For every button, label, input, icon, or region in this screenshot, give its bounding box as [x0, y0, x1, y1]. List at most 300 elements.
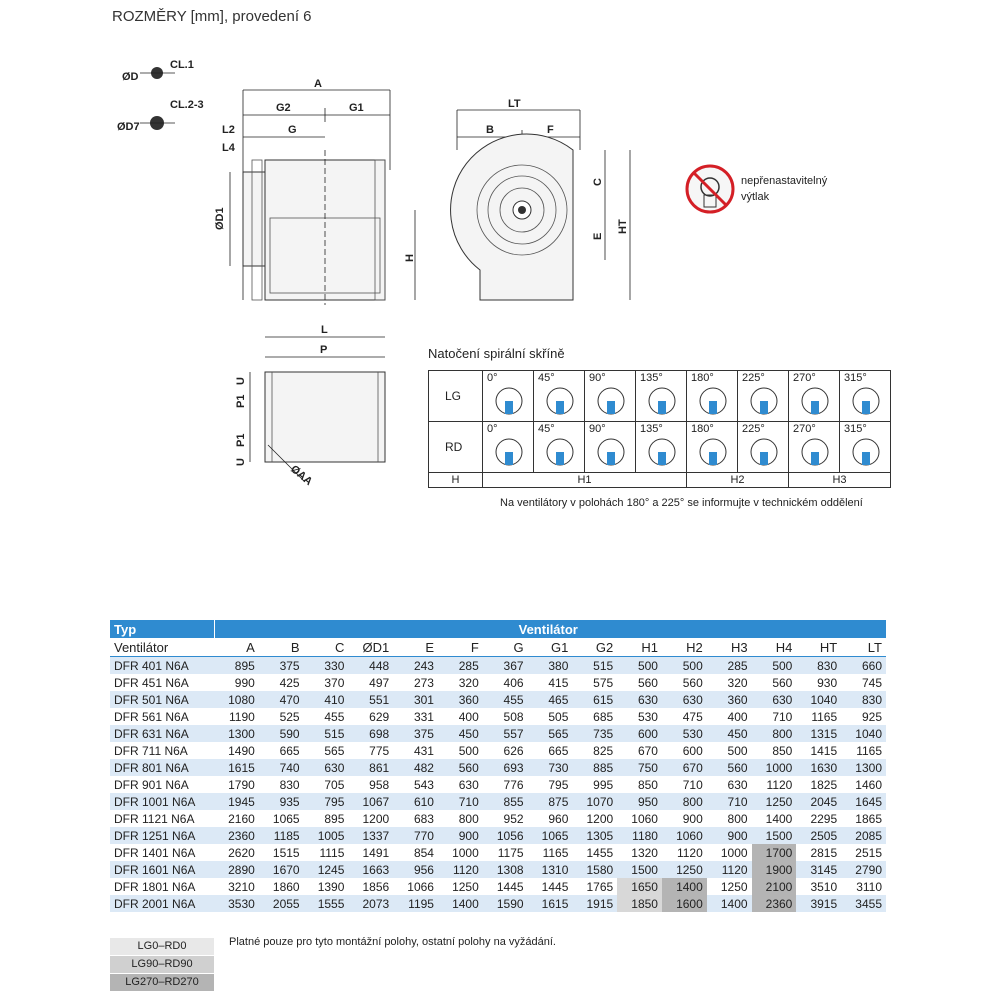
column-header-name: Ventilátor: [110, 638, 214, 657]
cell-value: 615: [572, 691, 617, 708]
fan-position-icon: [848, 432, 884, 468]
fan-position-icon: [848, 381, 884, 417]
label-h: H: [404, 254, 416, 262]
fan-position-icon: [695, 432, 731, 468]
cell-value: 730: [528, 759, 573, 776]
angle-label: 45°: [538, 372, 555, 384]
cell-value: 1065: [528, 827, 573, 844]
cell-value: 1790: [214, 776, 259, 793]
cell-value: 660: [841, 657, 886, 675]
column-header: G: [483, 638, 528, 657]
cell-value: 1915: [572, 895, 617, 912]
label-l: L: [321, 324, 328, 336]
rot-lg-180: [687, 371, 738, 422]
cell-value: 2073: [348, 895, 393, 912]
cell-value: 1310: [528, 861, 573, 878]
legend: [110, 938, 214, 992]
cell-value: 2890: [214, 861, 259, 878]
cell-value: 930: [796, 674, 841, 691]
cell-value: 900: [438, 827, 483, 844]
cell-value: 1650: [617, 878, 662, 895]
cell-value: 1120: [438, 861, 483, 878]
cell-value: 1700: [752, 844, 797, 861]
rot-lg-225: [738, 371, 789, 422]
cell-value: 710: [707, 793, 752, 810]
fan-position-icon: [746, 432, 782, 468]
cell-value: 560: [617, 674, 662, 691]
cell-value: 630: [438, 776, 483, 793]
cell-value: 1490: [214, 742, 259, 759]
label-d1: ØD1: [214, 207, 226, 230]
rot-lg-0: [483, 371, 534, 422]
cell-value: 320: [438, 674, 483, 691]
table-row: [110, 793, 886, 810]
cell-value: 1065: [259, 810, 304, 827]
cell-value: 530: [617, 708, 662, 725]
label-ht: HT: [617, 219, 629, 234]
cell-value: 331: [393, 708, 438, 725]
angle-label: 135°: [640, 423, 663, 435]
cell-value: 557: [483, 725, 528, 742]
cell-value: 956: [393, 861, 438, 878]
cell-value: 1308: [483, 861, 528, 878]
cell-value: 925: [841, 708, 886, 725]
label-d7: ØD7: [117, 121, 140, 133]
table-row: [110, 861, 886, 878]
cell-value: 735: [572, 725, 617, 742]
cell-value: 380: [528, 657, 573, 675]
cell-value: 500: [752, 657, 797, 675]
cell-value: 1165: [841, 742, 886, 759]
cell-value: 861: [348, 759, 393, 776]
column-header: G2: [572, 638, 617, 657]
angle-label: 180°: [691, 372, 714, 384]
label-u-top: U: [235, 377, 247, 385]
cell-value: 1491: [348, 844, 393, 861]
cell-value: 1390: [304, 878, 349, 895]
cell-type: DFR 801 N6A: [110, 759, 214, 776]
column-header: C: [304, 638, 349, 657]
cell-value: 2160: [214, 810, 259, 827]
dimension-table: [110, 620, 886, 912]
cell-value: 330: [304, 657, 349, 675]
cell-value: 685: [572, 708, 617, 725]
cell-value: 1600: [662, 895, 707, 912]
cell-value: 1765: [572, 878, 617, 895]
cell-value: 1555: [304, 895, 349, 912]
cell-value: 1615: [528, 895, 573, 912]
cell-value: 1165: [528, 844, 573, 861]
cell-value: 900: [662, 810, 707, 827]
cell-value: 1000: [438, 844, 483, 861]
cell-value: 590: [259, 725, 304, 742]
cell-value: 1515: [259, 844, 304, 861]
rotation-group-h1: H1: [483, 473, 687, 488]
angle-label: 225°: [742, 372, 765, 384]
rot-rd-270: [789, 422, 840, 473]
cell-value: 629: [348, 708, 393, 725]
column-header: H2: [662, 638, 707, 657]
cell-value: 1250: [438, 878, 483, 895]
cell-value: 560: [438, 759, 483, 776]
rotation-h-label: H: [429, 473, 483, 488]
cell-value: 2085: [841, 827, 886, 844]
cell-value: 776: [483, 776, 528, 793]
cell-value: 2620: [214, 844, 259, 861]
table-row: [110, 776, 886, 793]
cell-value: 475: [662, 708, 707, 725]
cell-value: 1320: [617, 844, 662, 861]
cell-value: 406: [483, 674, 528, 691]
table-row: [110, 759, 886, 776]
cell-value: 551: [348, 691, 393, 708]
label-p1-bottom: P1: [235, 433, 247, 447]
label-g2: G2: [276, 102, 291, 114]
cell-value: 630: [707, 776, 752, 793]
legend-item-lg90: LG90–RD90: [110, 956, 214, 974]
cell-value: 950: [617, 793, 662, 810]
cell-type: DFR 401 N6A: [110, 657, 214, 675]
cell-value: 1200: [572, 810, 617, 827]
cell-value: 1663: [348, 861, 393, 878]
cl1-symbol: [122, 59, 194, 83]
cell-value: 1000: [707, 844, 752, 861]
rd-text: RD: [445, 440, 463, 454]
cell-value: 560: [662, 674, 707, 691]
header-type: Typ: [110, 620, 214, 638]
no-adjust-icon: [687, 166, 733, 212]
cell-value: 1645: [841, 793, 886, 810]
nonadjustable-line-2: výtlak: [741, 191, 770, 203]
angle-label: 225°: [742, 423, 765, 435]
cell-value: 830: [259, 776, 304, 793]
cell-value: 425: [259, 674, 304, 691]
cell-value: 1850: [617, 895, 662, 912]
cell-value: 2100: [752, 878, 797, 895]
cell-type: DFR 561 N6A: [110, 708, 214, 725]
cell-value: 2055: [259, 895, 304, 912]
cell-value: 2815: [796, 844, 841, 861]
nonadjustable-line-1: nepřenastavitelný: [741, 175, 828, 187]
label-l4: L4: [222, 142, 235, 154]
cell-value: 1460: [841, 776, 886, 793]
table-header-row: [110, 620, 886, 638]
cell-value: 626: [483, 742, 528, 759]
cell-value: 885: [572, 759, 617, 776]
cell-value: 800: [752, 725, 797, 742]
angle-label: 135°: [640, 372, 663, 384]
cell-value: 1080: [214, 691, 259, 708]
cell-value: 740: [259, 759, 304, 776]
cell-value: 515: [304, 725, 349, 742]
cell-value: 1185: [259, 827, 304, 844]
cell-value: 1067: [348, 793, 393, 810]
column-header: H3: [707, 638, 752, 657]
cell-value: 1300: [841, 759, 886, 776]
cell-value: 795: [528, 776, 573, 793]
cell-value: 1400: [662, 878, 707, 895]
column-header: ØD1: [348, 638, 393, 657]
cell-value: 565: [528, 725, 573, 742]
cell-value: 1500: [617, 861, 662, 878]
cell-value: 525: [259, 708, 304, 725]
cell-value: 530: [662, 725, 707, 742]
cell-value: 1165: [796, 708, 841, 725]
cell-value: 320: [707, 674, 752, 691]
cell-value: 670: [617, 742, 662, 759]
cell-value: 543: [393, 776, 438, 793]
cell-value: 1500: [752, 827, 797, 844]
cell-value: 500: [707, 742, 752, 759]
table-row: [110, 674, 886, 691]
cell-value: 855: [483, 793, 528, 810]
page-title: ROZMĚRY [mm], provedení 6: [112, 8, 312, 25]
cell-value: 410: [304, 691, 349, 708]
rot-rd-90: [585, 422, 636, 473]
angle-label: 90°: [589, 423, 606, 435]
cell-type: DFR 1801 N6A: [110, 878, 214, 895]
cell-value: 375: [259, 657, 304, 675]
legend-item-lg0: LG0–RD0: [110, 938, 214, 956]
rotation-group-h3: H3: [789, 473, 891, 488]
cell-value: 1250: [752, 793, 797, 810]
cell-value: 370: [304, 674, 349, 691]
cell-value: 630: [752, 691, 797, 708]
cell-value: 273: [393, 674, 438, 691]
cell-value: 952: [483, 810, 528, 827]
rotation-note: Na ventilátory v polohách 180° a 225° se informujte v technickém oddělení: [500, 497, 863, 509]
cell-value: 775: [348, 742, 393, 759]
cell-value: 497: [348, 674, 393, 691]
fan-position-icon: [593, 381, 629, 417]
legend-note: Platné pouze pro tyto montážní polohy, ostatní polohy na vyžádání.: [229, 936, 556, 948]
cell-value: 515: [572, 657, 617, 675]
cell-value: 1250: [662, 861, 707, 878]
label-c: C: [592, 178, 604, 186]
legend-item-lg270: LG270–RD270: [110, 974, 214, 992]
cell-value: 800: [662, 793, 707, 810]
cell-value: 2295: [796, 810, 841, 827]
label-aa: ØAA: [288, 463, 315, 489]
cell-value: 500: [438, 742, 483, 759]
table-row: [110, 708, 886, 725]
cell-value: 505: [528, 708, 573, 725]
cell-value: 710: [438, 793, 483, 810]
cell-value: 455: [483, 691, 528, 708]
rotation-label-rd: [429, 422, 483, 473]
rotation-row-rd: [429, 422, 891, 473]
column-header: E: [393, 638, 438, 657]
cell-value: 800: [707, 810, 752, 827]
cell-value: 1120: [662, 844, 707, 861]
cell-value: 895: [214, 657, 259, 675]
cell-value: 1590: [483, 895, 528, 912]
cell-value: 2790: [841, 861, 886, 878]
cell-value: 895: [304, 810, 349, 827]
cell-value: 2515: [841, 844, 886, 861]
cell-value: 1945: [214, 793, 259, 810]
cell-value: 698: [348, 725, 393, 742]
cell-value: 710: [662, 776, 707, 793]
label-cl23: CL.2-3: [170, 99, 204, 111]
cell-value: 795: [304, 793, 349, 810]
rot-rd-0: [483, 422, 534, 473]
cell-value: 935: [259, 793, 304, 810]
label-p1-top: P1: [235, 394, 247, 408]
cell-value: 1400: [707, 895, 752, 912]
cell-value: 683: [393, 810, 438, 827]
cell-value: 465: [528, 691, 573, 708]
cell-value: 3210: [214, 878, 259, 895]
cell-value: 630: [304, 759, 349, 776]
angle-label: 0°: [487, 372, 498, 384]
cell-type: DFR 1601 N6A: [110, 861, 214, 878]
cell-value: 850: [617, 776, 662, 793]
cell-value: 1615: [214, 759, 259, 776]
cell-value: 1415: [796, 742, 841, 759]
cell-type: DFR 1001 N6A: [110, 793, 214, 810]
rotation-group-h2: H2: [687, 473, 789, 488]
column-header: A: [214, 638, 259, 657]
cell-value: 575: [572, 674, 617, 691]
cell-value: 2360: [752, 895, 797, 912]
rot-lg-270: [789, 371, 840, 422]
cell-value: 1445: [483, 878, 528, 895]
cell-value: 1670: [259, 861, 304, 878]
cell-value: 367: [483, 657, 528, 675]
cell-value: 1305: [572, 827, 617, 844]
fan-position-icon: [491, 381, 527, 417]
cell-type: DFR 1121 N6A: [110, 810, 214, 827]
cell-value: 1580: [572, 861, 617, 878]
table-row: [110, 878, 886, 895]
table-row: [110, 691, 886, 708]
cell-value: 600: [617, 725, 662, 742]
label-g: G: [288, 124, 297, 136]
cell-value: 400: [707, 708, 752, 725]
cell-value: 1630: [796, 759, 841, 776]
cell-value: 770: [393, 827, 438, 844]
cell-value: 1856: [348, 878, 393, 895]
cell-value: 301: [393, 691, 438, 708]
angle-label: 45°: [538, 423, 555, 435]
cell-value: 745: [841, 674, 886, 691]
cell-value: 665: [259, 742, 304, 759]
cell-value: 750: [617, 759, 662, 776]
cell-value: 990: [214, 674, 259, 691]
cell-value: 470: [259, 691, 304, 708]
table-row: [110, 742, 886, 759]
cell-value: 1000: [752, 759, 797, 776]
front-view: [451, 98, 630, 300]
table-row: [110, 810, 886, 827]
cell-value: 850: [752, 742, 797, 759]
cell-value: 705: [304, 776, 349, 793]
cell-type: DFR 1401 N6A: [110, 844, 214, 861]
cell-value: 1060: [662, 827, 707, 844]
fan-position-icon: [644, 381, 680, 417]
fan-position-icon: [644, 432, 680, 468]
rot-lg-135: [636, 371, 687, 422]
cell-value: 1060: [617, 810, 662, 827]
column-header: LT: [841, 638, 886, 657]
label-lt: LT: [508, 98, 521, 110]
cell-value: 500: [662, 657, 707, 675]
cell-value: 1040: [841, 725, 886, 742]
rot-rd-135: [636, 422, 687, 473]
cell-value: 565: [304, 742, 349, 759]
cell-value: 1860: [259, 878, 304, 895]
cell-value: 630: [662, 691, 707, 708]
cell-value: 600: [662, 742, 707, 759]
cell-value: 830: [841, 691, 886, 708]
rot-rd-225: [738, 422, 789, 473]
cell-value: 360: [438, 691, 483, 708]
angle-label: 315°: [844, 372, 867, 384]
cl23-symbol: [117, 99, 204, 133]
cell-value: 1337: [348, 827, 393, 844]
cell-value: 710: [752, 708, 797, 725]
cell-value: 693: [483, 759, 528, 776]
fan-position-icon: [797, 381, 833, 417]
table-row: [110, 844, 886, 861]
cell-value: 450: [707, 725, 752, 742]
rotation-label-lg: [429, 371, 483, 422]
angle-label: 270°: [793, 372, 816, 384]
cell-value: 1180: [617, 827, 662, 844]
label-cl1: CL.1: [170, 59, 194, 71]
fan-position-icon: [542, 432, 578, 468]
cell-value: 630: [617, 691, 662, 708]
fan-position-icon: [695, 381, 731, 417]
column-header: G1: [528, 638, 573, 657]
cell-value: 825: [572, 742, 617, 759]
table-row: [110, 895, 886, 912]
cell-value: 1070: [572, 793, 617, 810]
cell-value: 500: [617, 657, 662, 675]
header-group: Ventilátor: [214, 620, 886, 638]
table-body: [110, 657, 886, 913]
cell-value: 375: [393, 725, 438, 742]
cell-value: 1900: [752, 861, 797, 878]
cell-value: 285: [438, 657, 483, 675]
fan-position-icon: [797, 432, 833, 468]
cell-value: 3145: [796, 861, 841, 878]
fan-position-icon: [746, 381, 782, 417]
angle-label: 0°: [487, 423, 498, 435]
cell-value: 1445: [528, 878, 573, 895]
cell-value: 1120: [752, 776, 797, 793]
cell-value: 1040: [796, 691, 841, 708]
cell-value: 3915: [796, 895, 841, 912]
cell-value: 243: [393, 657, 438, 675]
cell-value: 400: [438, 708, 483, 725]
cell-value: 854: [393, 844, 438, 861]
cell-type: DFR 901 N6A: [110, 776, 214, 793]
table-row: [110, 657, 886, 675]
cell-value: 960: [528, 810, 573, 827]
cell-value: 3455: [841, 895, 886, 912]
cell-value: 415: [528, 674, 573, 691]
cell-type: DFR 501 N6A: [110, 691, 214, 708]
cell-value: 1245: [304, 861, 349, 878]
side-view: [214, 78, 416, 305]
cell-value: 1400: [752, 810, 797, 827]
cell-value: 1825: [796, 776, 841, 793]
label-a: A: [314, 78, 322, 90]
cell-value: 830: [796, 657, 841, 675]
rotation-title: Natočení spirální skříně: [428, 346, 565, 361]
